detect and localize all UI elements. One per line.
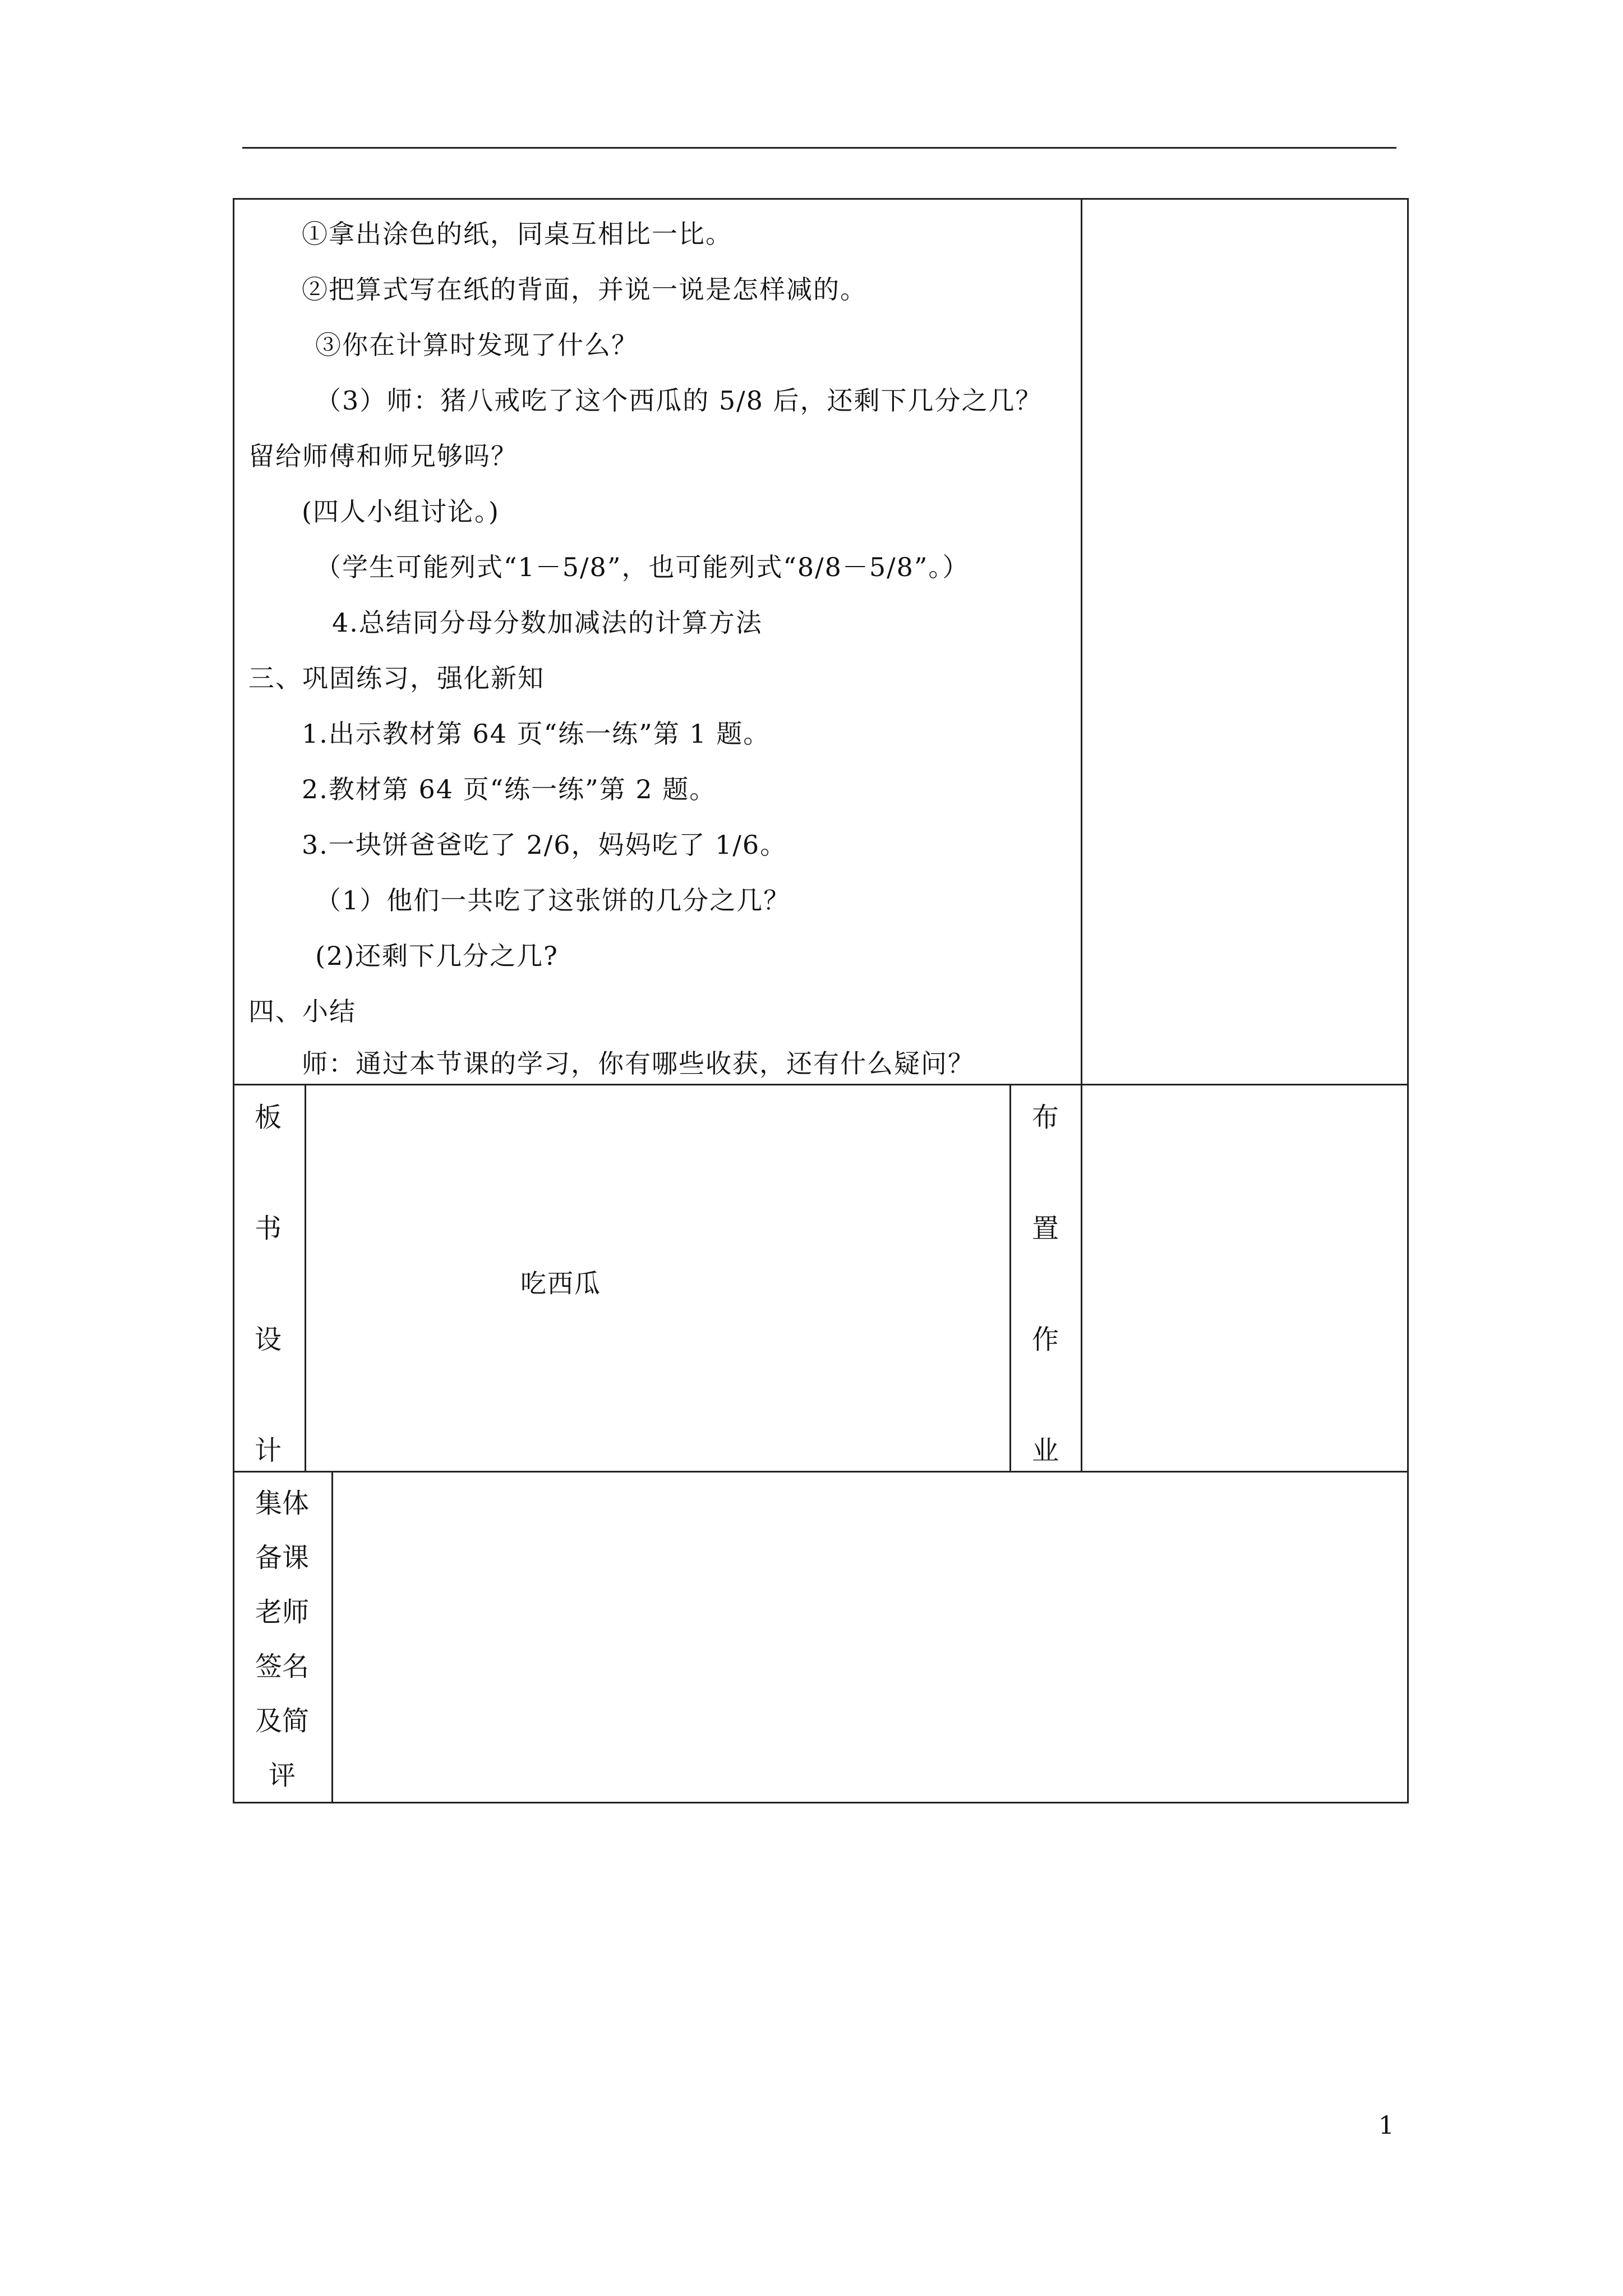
board-label-char: 板 — [254, 1102, 282, 1133]
lesson-line: ②把算式写在纸的背面，并说一说是怎样减的。 — [302, 274, 867, 305]
review-label-line: 备课 — [255, 1542, 310, 1573]
lesson-line: （学生可能列式“1－5/8”，也可能列式“8/8－5/8”。） — [315, 552, 970, 582]
lesson-line: 3.一块饼爸爸吃了 2/6，妈妈吃了 1/6。 — [302, 830, 787, 860]
table-border-top — [233, 198, 1409, 200]
homework-label-char: 作 — [1031, 1324, 1059, 1355]
lesson-line: 2.教材第 64 页“练一练”第 2 题。 — [302, 774, 717, 804]
lesson-line: ①拿出涂色的纸，同桌互相比一比。 — [302, 219, 732, 249]
lesson-line: （3）师：猪八戒吃了这个西瓜的 5/8 后，还剩下几分之几？ — [315, 385, 1043, 416]
homework-label-char: 业 — [1031, 1435, 1059, 1466]
lesson-line: （1）他们一共吃了这张饼的几分之几？ — [315, 885, 791, 915]
board-label-char: 计 — [254, 1435, 282, 1466]
table-border-row2 — [233, 1471, 1409, 1473]
lesson-line: 1.出示教材第 64 页“练一练”第 1 题。 — [302, 719, 771, 749]
table-border-review-label — [331, 1471, 333, 1803]
review-label-line: 集体 — [255, 1488, 310, 1519]
table-border-left — [233, 198, 234, 1803]
review-label-line: 老师 — [255, 1596, 310, 1628]
lesson-line: 师：通过本节课的学习，你有哪些收获，还有什么疑问？ — [302, 1048, 975, 1079]
review-label-line: 签名 — [255, 1651, 310, 1682]
table-border-right — [1407, 198, 1409, 1803]
homework-label-char: 置 — [1031, 1213, 1059, 1244]
lesson-line: (四人小组讨论。) — [302, 496, 500, 527]
table-border-bottom — [233, 1802, 1409, 1803]
section-heading: 四、小结 — [248, 996, 356, 1027]
table-border-notes — [1081, 198, 1082, 1473]
review-label-line: 评 — [269, 1760, 296, 1791]
board-label-char: 设 — [254, 1324, 282, 1355]
table-border-board-label — [305, 1084, 306, 1473]
header-rule — [242, 147, 1396, 149]
lesson-line: 留给师傅和师兄够吗？ — [248, 441, 518, 471]
board-label-char: 书 — [254, 1213, 282, 1244]
lesson-line: (2)还剩下几分之几? — [315, 941, 559, 971]
lesson-line: 4.总结同分母分数加减法的计算方法 — [332, 608, 763, 638]
section-heading: 三、巩固练习，强化新知 — [248, 663, 545, 693]
homework-label-char: 布 — [1031, 1102, 1059, 1133]
board-content: 吃西瓜 — [520, 1268, 601, 1299]
review-label-line: 及简 — [255, 1705, 310, 1737]
lesson-line: ③你在计算时发现了什么？ — [315, 330, 638, 360]
table-border-homework-label — [1009, 1084, 1011, 1473]
table-border-row1 — [233, 1084, 1409, 1085]
page-number: 1 — [1378, 2111, 1394, 2140]
